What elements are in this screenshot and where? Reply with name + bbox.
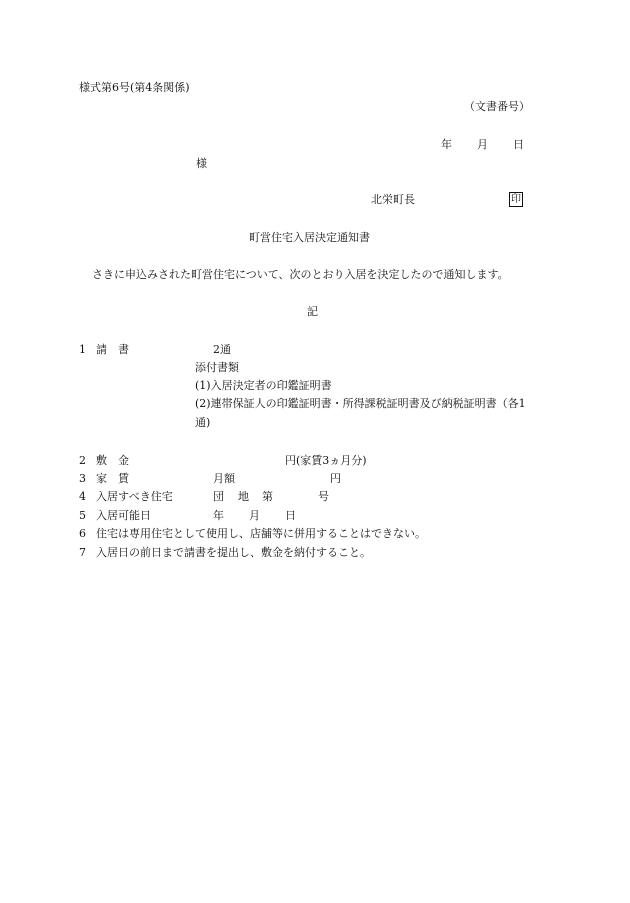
item-1-sub-line-1: (1)入居決定者の印鑑証明書 xyxy=(195,379,332,392)
item-2-label: 敷 金 xyxy=(96,454,129,467)
form-number: 様式第6号(第4条関係) xyxy=(79,81,190,94)
item-6-number: 6 xyxy=(79,527,86,540)
item-4-part-3: 第 xyxy=(262,490,273,503)
date-year: 年 xyxy=(441,138,452,151)
item-5-part-2: 月 xyxy=(249,509,260,522)
item-3-value: 円 xyxy=(330,472,341,485)
item-1-number: 1 xyxy=(79,343,86,356)
body-text: さきに申込みされた町営住宅について、次のとおり入居を決定したので通知します。 xyxy=(92,268,509,281)
sender: 北栄町長 xyxy=(371,193,415,206)
item-5-number: 5 xyxy=(79,509,86,522)
document-number: （文書番号） xyxy=(464,100,530,113)
item-4-part-4: 号 xyxy=(318,490,329,503)
seal-mark: 印 xyxy=(511,194,521,205)
item-4-part-2: 地 xyxy=(238,490,249,503)
item-1-sub-line-2: (2)連帯保証人の印鑑証明書・所得課税証明書及び納税証明書（各1 xyxy=(195,397,526,410)
ki-heading: 記 xyxy=(307,305,318,318)
item-5-part-3: 日 xyxy=(285,509,296,522)
date-month: 月 xyxy=(477,138,488,151)
item-3-value-prefix: 月額 xyxy=(213,472,235,485)
document-title: 町営住宅入居決定通知書 xyxy=(249,231,370,244)
item-6-text: 住宅は専用住宅として使用し、店舗等に併用することはできない。 xyxy=(96,527,426,540)
item-1-sub-heading: 添付書類 xyxy=(195,361,239,374)
item-1-sub-line-3: 通) xyxy=(195,416,211,429)
item-5-part-1: 年 xyxy=(213,509,224,522)
item-4-label: 入居すべき住宅 xyxy=(96,490,173,503)
item-1-value: 2通 xyxy=(213,343,231,356)
item-1-label: 請 書 xyxy=(96,343,129,356)
item-2-value: 円(家賃3ヵ月分) xyxy=(285,454,367,467)
item-5-label: 入居可能日 xyxy=(96,509,151,522)
date-day: 日 xyxy=(513,138,524,151)
item-4-number: 4 xyxy=(79,490,86,503)
item-4-part-1: 団 xyxy=(213,490,224,503)
item-3-number: 3 xyxy=(79,472,86,485)
addressee-suffix: 様 xyxy=(196,157,207,170)
item-7-number: 7 xyxy=(79,546,86,559)
item-3-label: 家 賃 xyxy=(96,472,129,485)
item-7-text: 入居日の前日まで請書を提出し、敷金を納付すること。 xyxy=(96,546,371,559)
item-2-number: 2 xyxy=(79,454,86,467)
